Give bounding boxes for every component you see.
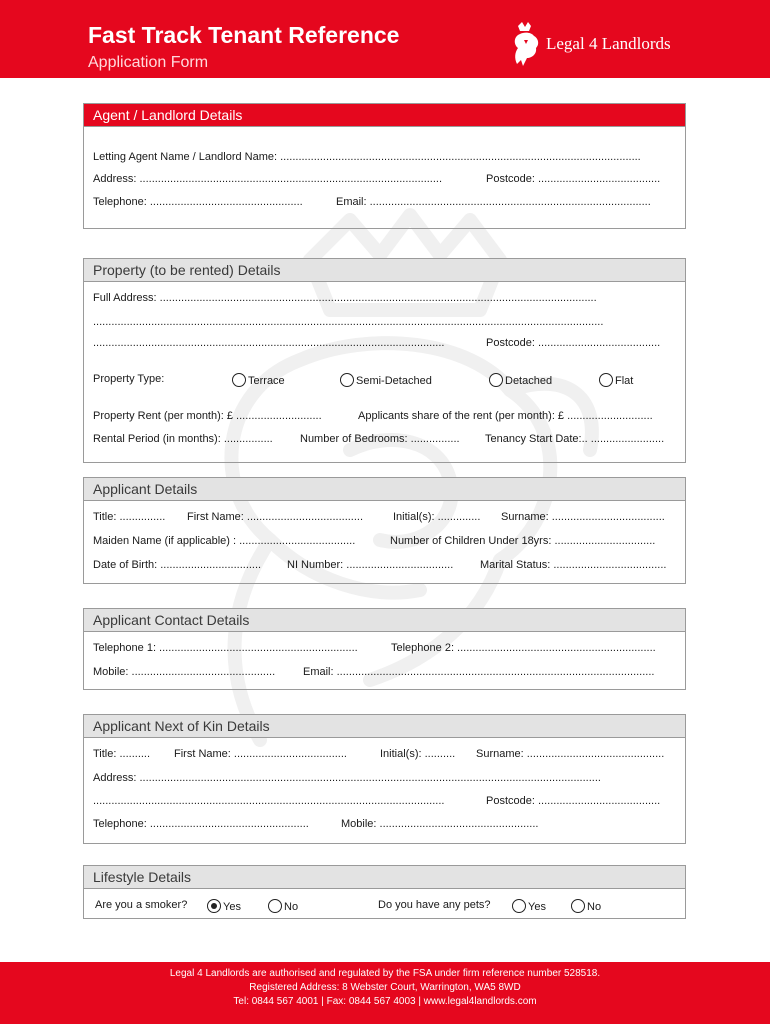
kin-surname-field[interactable]: Surname: ............................................. <box>476 748 665 760</box>
bedrooms-field[interactable]: Number of Bedrooms: ................ <box>300 433 460 445</box>
form-title: Fast Track Tenant Reference <box>88 22 400 48</box>
kin-postcode-field[interactable]: Postcode: ........................................ <box>486 795 661 807</box>
kin-address-line2[interactable]: ................................................................................................................... <box>93 795 445 807</box>
smoker-no-radio[interactable] <box>268 899 282 913</box>
footer-contact: Tel: 0844 567 4001 | Fax: 0844 567 4003 | www.legal4landlords.com <box>233 996 537 1007</box>
kin-telephone-field[interactable]: Telephone: .................................................... <box>93 818 309 830</box>
kin-address-field[interactable]: Address: ....................................................................................................................................................... <box>93 772 601 784</box>
pets-yes-option[interactable] <box>512 899 546 913</box>
logo-text: Legal 4 Landlords <box>546 34 671 53</box>
maiden-name-field[interactable]: Maiden Name (if applicable) : ...................................... <box>93 535 356 547</box>
smoker-no-option[interactable] <box>268 899 298 913</box>
contact-email-field[interactable]: Email: ........................................................................................................ <box>303 666 655 678</box>
property-address-line2[interactable]: ....................................................................................................................................................................... <box>93 316 604 328</box>
mobile-field[interactable]: Mobile: ............................................... <box>93 666 276 678</box>
kin-initials-field[interactable]: Initial(s): .......... <box>380 748 456 760</box>
agent-address-field[interactable]: Address: ................................................................................................... <box>93 173 443 185</box>
agent-postcode-field[interactable]: Postcode: ........................................ <box>486 173 661 185</box>
detached-radio[interactable] <box>489 373 503 387</box>
agent-name-field[interactable]: Letting Agent Name / Landlord Name: ...................................................................................................................... <box>93 151 641 163</box>
telephone2-field[interactable]: Telephone 2: ................................................................. <box>391 642 656 654</box>
applicant-heading: Applicant Details <box>84 478 685 501</box>
tenancy-start-field[interactable]: Tenancy Start Date:.. ........................ <box>485 433 665 445</box>
flat-radio[interactable] <box>599 373 613 387</box>
header-banner <box>0 0 770 78</box>
property-rent-field[interactable]: Property Rent (per month): £ ............................ <box>93 410 322 422</box>
pets-no-radio[interactable] <box>571 899 585 913</box>
detached-option[interactable] <box>489 373 552 387</box>
smoker-yes-label: Yes <box>223 901 241 913</box>
kin-first-name-field[interactable]: First Name: ..................................... <box>174 748 347 760</box>
semi-detached-option[interactable] <box>340 373 432 387</box>
telephone1-field[interactable]: Telephone 1: ................................................................. <box>93 642 358 654</box>
company-logo <box>510 22 680 70</box>
property-type-label: Property Type: <box>93 373 165 385</box>
contact-heading: Applicant Contact Details <box>84 609 685 632</box>
flat-label: Flat <box>615 375 634 387</box>
pets-no-option[interactable] <box>571 899 601 913</box>
terrace-label: Terrace <box>248 375 285 387</box>
property-address-field[interactable]: Full Address: ............................................................................................................................................... <box>93 292 597 304</box>
footer-regulation: Legal 4 Landlords are authorised and regulated by the FSA under firm reference number 528518. <box>169 968 601 979</box>
marital-status-field[interactable]: Marital Status: ..................................... <box>480 559 667 571</box>
property-heading: Property (to be rented) Details <box>84 259 685 282</box>
property-postcode-field[interactable]: Postcode: ........................................ <box>486 337 661 349</box>
agent-telephone-field[interactable]: Telephone: .................................................. <box>93 196 303 208</box>
pets-yes-label: Yes <box>528 901 546 913</box>
terrace-option[interactable] <box>232 373 285 387</box>
form-subtitle: Application Form <box>88 54 209 71</box>
contact-section <box>83 608 686 690</box>
property-section <box>83 258 686 463</box>
semi-detached-label: Semi-Detached <box>356 375 432 387</box>
smoker-yes-option[interactable] <box>207 899 241 913</box>
kin-title-field[interactable]: Title: .......... <box>93 748 151 760</box>
rental-period-field[interactable]: Rental Period (in months): ................ <box>93 433 273 445</box>
next-of-kin-heading: Applicant Next of Kin Details <box>84 715 685 738</box>
smoker-question: Are you a smoker? <box>95 899 188 911</box>
applicant-initials-field[interactable]: Initial(s): .............. <box>393 511 481 523</box>
ni-number-field[interactable]: NI Number: ................................... <box>287 559 454 571</box>
smoker-no-label: No <box>284 901 299 913</box>
smoker-yes-radio[interactable] <box>207 899 221 913</box>
applicant-section <box>83 477 686 584</box>
agent-landlord-heading: Agent / Landlord Details <box>84 104 685 127</box>
agent-landlord-section <box>83 103 686 229</box>
applicant-surname-field[interactable]: Surname: ..................................... <box>501 511 665 523</box>
pets-no-label: No <box>587 901 602 913</box>
footer-address: Registered Address: 8 Webster Court, Warrington, WA5 8WD <box>249 982 521 993</box>
next-of-kin-section <box>83 714 686 844</box>
dob-field[interactable]: Date of Birth: ................................. <box>93 559 262 571</box>
detached-label: Detached <box>505 375 553 387</box>
children-field[interactable]: Number of Children Under 18yrs: ................................. <box>390 535 656 547</box>
kin-mobile-field[interactable]: Mobile: .................................................... <box>341 818 539 830</box>
rent-share-field[interactable]: Applicants share of the rent (per month): £ ............................ <box>358 410 653 422</box>
footer-banner <box>0 962 770 1024</box>
lifestyle-heading: Lifestyle Details <box>84 866 685 889</box>
lion-crest-icon <box>510 22 542 68</box>
semi-detached-radio[interactable] <box>340 373 354 387</box>
pets-yes-radio[interactable] <box>512 899 526 913</box>
lifestyle-section <box>83 865 686 919</box>
terrace-radio[interactable] <box>232 373 246 387</box>
applicant-first-name-field[interactable]: First Name: ...................................... <box>187 511 364 523</box>
applicant-title-field[interactable]: Title: ............... <box>93 511 166 523</box>
property-address-line3[interactable]: ................................................................................................................... <box>93 337 445 349</box>
pets-question: Do you have any pets? <box>378 899 491 911</box>
agent-email-field[interactable]: Email: ............................................................................................ <box>336 196 651 208</box>
flat-option[interactable] <box>599 373 633 387</box>
